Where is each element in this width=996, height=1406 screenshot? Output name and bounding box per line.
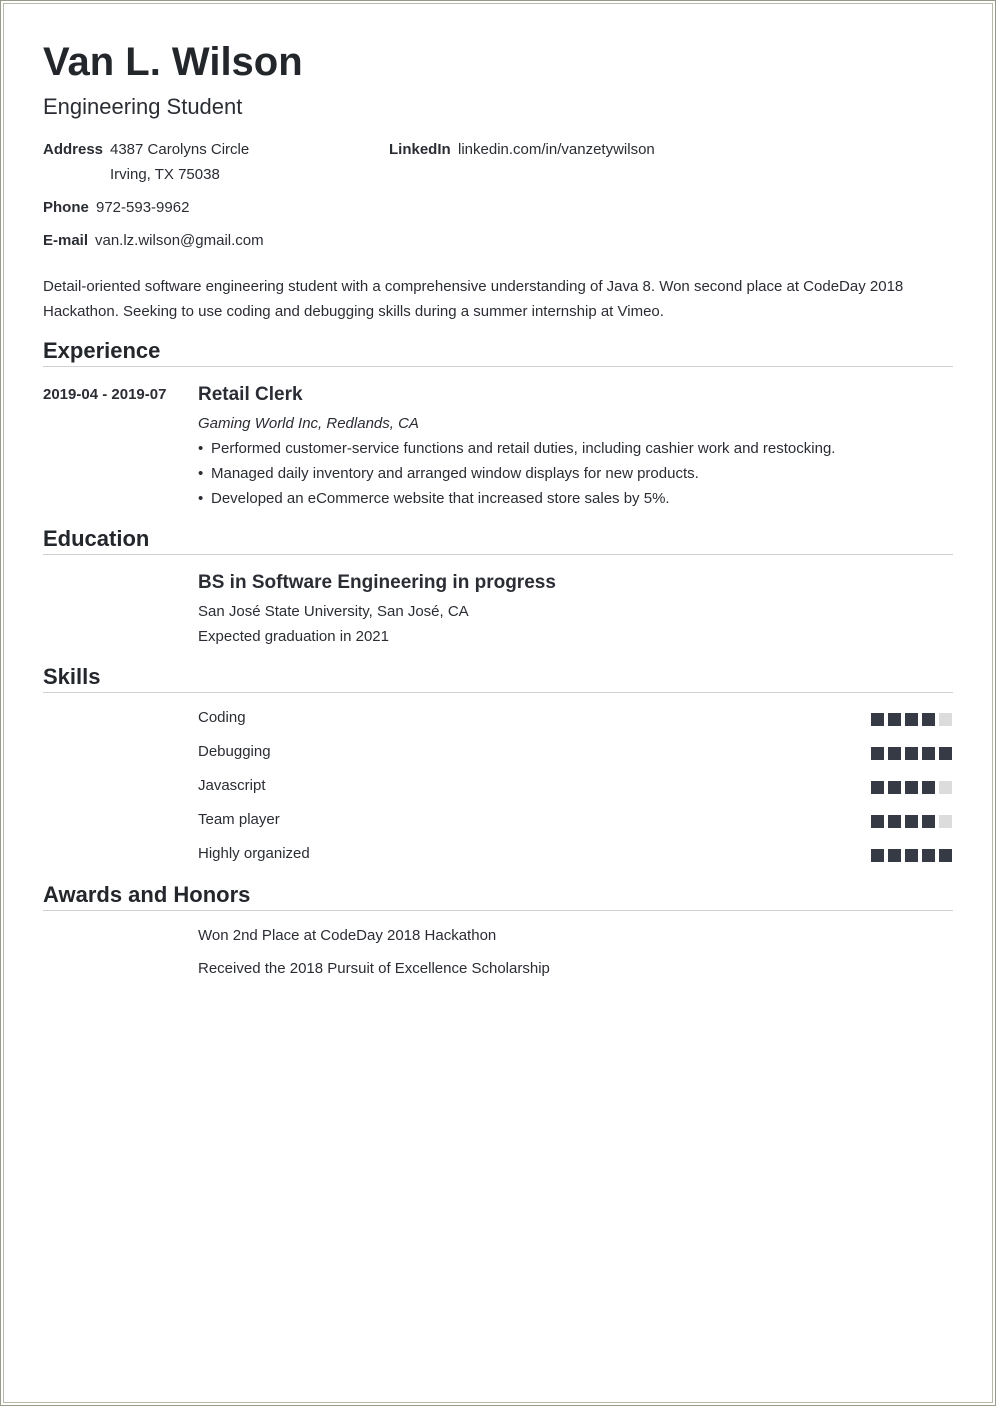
skill-name: Debugging: [198, 743, 271, 760]
job-company: Gaming World Inc, Redlands, CA: [198, 415, 419, 432]
job-bullet: • Managed daily inventory and arranged window displays for new products.: [198, 461, 835, 486]
award-item: Won 2nd Place at CodeDay 2018 Hackathon: [198, 927, 497, 944]
skill-rating: [871, 747, 952, 760]
job-bullets: [198, 436, 835, 511]
rating-square-filled: [922, 815, 935, 828]
address-label: Address: [43, 141, 104, 158]
skill-name: Coding: [198, 709, 246, 726]
linkedin-link[interactable]: linkedin.com/in/vanzetywilson: [458, 141, 655, 158]
rating-square-filled: [905, 815, 918, 828]
rating-square-filled: [871, 781, 884, 794]
graduation-date: Expected graduation in 2021: [198, 628, 389, 645]
rating-square-empty: [939, 713, 952, 726]
job-title: Retail Clerk: [198, 384, 303, 405]
rating-square-filled: [888, 815, 901, 828]
rating-square-filled: [871, 849, 884, 862]
rating-square-filled: [905, 781, 918, 794]
rating-square-filled: [939, 849, 952, 862]
phone-label: Phone: [43, 199, 89, 216]
address-line2: Irving, TX 75038: [110, 166, 220, 183]
awards-heading: Awards and Honors: [43, 882, 953, 911]
profile-summary: Detail-oriented software engineering student with a comprehensive understanding of Java 8. Won second place at CodeDay 2018 Hackathon. Seeking to use coding and debugging skills during a summer internship at Vimeo.: [43, 278, 904, 320]
school-name: San José State University, San José, CA: [198, 603, 469, 620]
rating-square-filled: [871, 815, 884, 828]
rating-square-filled: [905, 747, 918, 760]
job-bullet: • Developed an eCommerce website that increased store sales by 5%.: [198, 486, 835, 511]
rating-square-filled: [888, 781, 901, 794]
rating-square-filled: [939, 747, 952, 760]
candidate-title: Engineering Student: [43, 94, 243, 119]
rating-square-filled: [871, 747, 884, 760]
candidate-name: Van L. Wilson: [43, 40, 303, 84]
rating-square-filled: [922, 747, 935, 760]
education-heading: Education: [43, 526, 953, 555]
rating-square-filled: [888, 713, 901, 726]
rating-square-filled: [888, 747, 901, 760]
skill-name: Highly organized: [198, 845, 310, 862]
skill-rating: [871, 815, 952, 828]
skill-row: [198, 743, 953, 763]
rating-square-empty: [939, 815, 952, 828]
skill-row: [198, 709, 953, 729]
degree-title: BS in Software Engineering in progress: [198, 572, 556, 593]
linkedin-label: LinkedIn: [389, 141, 451, 158]
rating-square-filled: [922, 713, 935, 726]
skill-row: [198, 845, 953, 865]
email-label: E-mail: [43, 232, 89, 249]
rating-square-filled: [922, 781, 935, 794]
skill-rating: [871, 781, 952, 794]
rating-square-filled: [905, 849, 918, 862]
rating-square-filled: [922, 849, 935, 862]
skill-name: Javascript: [198, 777, 266, 794]
address-line1: 4387 Carolyns Circle: [110, 141, 250, 158]
skill-rating: [871, 849, 952, 862]
job-dates: 2019-04 - 2019-07: [43, 386, 167, 403]
skills-heading: Skills: [43, 664, 953, 693]
rating-square-filled: [888, 849, 901, 862]
rating-square-filled: [871, 713, 884, 726]
job-bullet: • Performed customer-service functions and retail duties, including cashier work and restocking.: [198, 436, 835, 461]
skill-rating: [871, 713, 952, 726]
email-link[interactable]: van.lz.wilson@gmail.com: [95, 232, 264, 249]
skill-name: Team player: [198, 811, 280, 828]
skill-row: [198, 777, 953, 797]
award-item: Received the 2018 Pursuit of Excellence Scholarship: [198, 960, 550, 977]
experience-heading: Experience: [43, 338, 953, 367]
phone-value: 972-593-9962: [96, 199, 190, 216]
rating-square-filled: [905, 713, 918, 726]
skill-row: [198, 811, 953, 831]
rating-square-empty: [939, 781, 952, 794]
